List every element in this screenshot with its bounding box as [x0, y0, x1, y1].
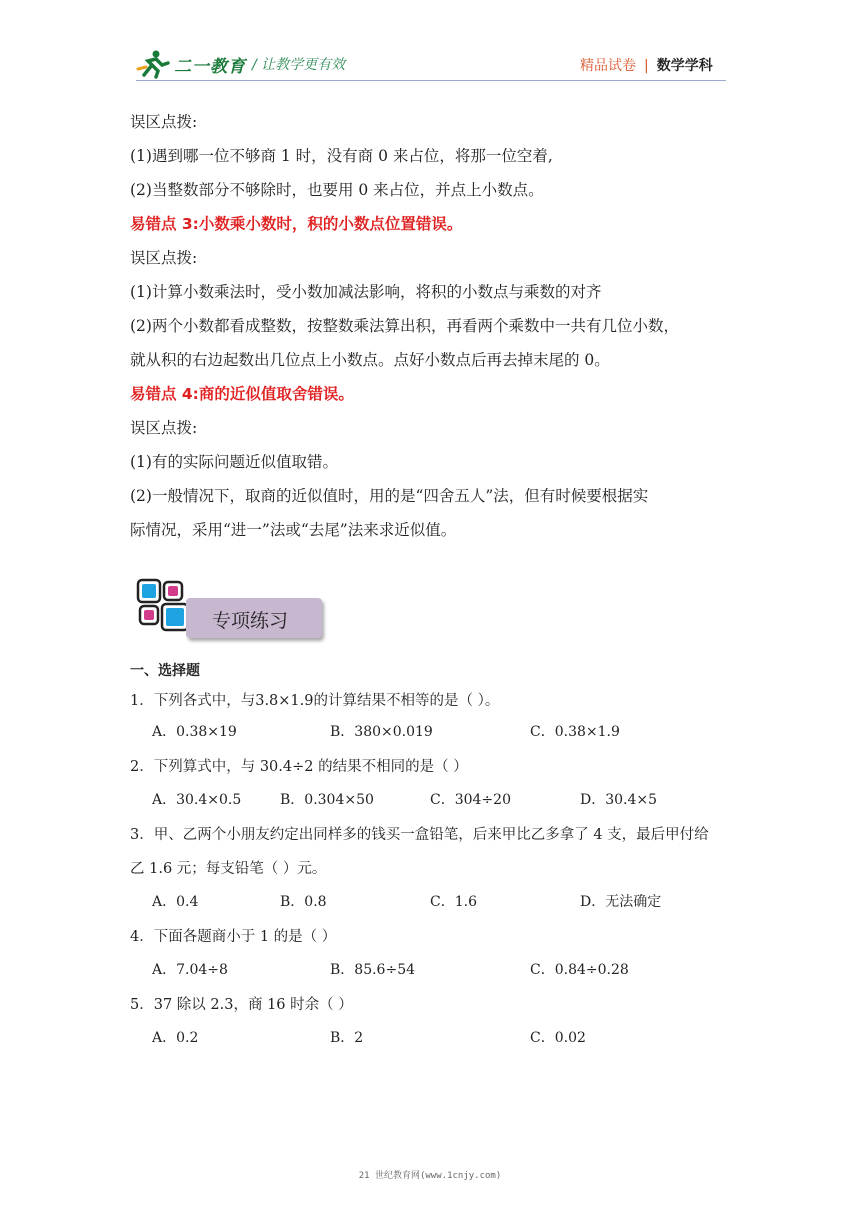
header-label-paper: 精品试卷	[580, 58, 636, 74]
body-line: (2)两个小数都看成整数，按整数乘法算出积，再看两个乘数中一共有几位小数，	[130, 317, 679, 335]
subsection-title: 一、选择题	[130, 663, 200, 679]
header-label-subject: 数学学科	[656, 58, 713, 74]
body-line: 误区点拨:	[130, 113, 198, 131]
question-3-option-c: C．1.6	[430, 894, 477, 910]
question-5-option-c: C．0.02	[530, 1030, 586, 1046]
body-line: 误区点拨:	[130, 419, 198, 437]
brand-logo	[136, 46, 246, 82]
question-5-option-a: A．0.2	[152, 1030, 199, 1046]
body-line: (2)当整数部分不够除时，也要用 0 来占位，并点上小数点。	[130, 181, 544, 199]
question-2-stem: 2．下列算式中，与 30.4÷2 的结果不相同的是（ ）	[130, 759, 468, 775]
question-4-stem: 4．下面各题商小于 1 的是（ ）	[130, 929, 337, 945]
question-4-option-c: C．0.84÷0.28	[530, 962, 629, 978]
footer: 21 世纪教育网(www.1cnjy.com)	[358, 1171, 502, 1181]
slogan: / 让教学更有效	[252, 57, 346, 73]
question-3-option-b: B．0.8	[280, 894, 327, 910]
question-3-option-d: D．无法确定	[580, 894, 662, 910]
runner-logo-icon	[136, 49, 170, 79]
body-line: (2)一般情况下，取商的近似值时，用的是“四舍五人”法，但有时候要根据实	[130, 487, 649, 505]
header-separator: |	[644, 58, 649, 74]
question-4-option-a: A．7.04÷8	[152, 962, 228, 978]
question-2-option-c: C．304÷20	[430, 792, 511, 808]
question-3-option-a: A．0.4	[152, 894, 199, 910]
header-divider	[136, 80, 726, 81]
question-3-stem: 3．甲、乙两个小朋友约定出同样多的钱买一盒铅笔，后来甲比乙多拿了 4 支，最后甲付给	[130, 827, 709, 843]
question-1-stem: 1．下列各式中，与3.8×1.9的计算结果不相等的是（ ）。	[130, 693, 500, 709]
body-line: (1)遇到哪一位不够商 1 时，没有商 0 来占位，将那一位空着,	[130, 147, 553, 165]
section-title: 专项练习	[212, 610, 289, 632]
question-2-option-a: A．30.4×0.5	[152, 792, 242, 808]
question-2-option-b: B．0.304×50	[280, 792, 374, 808]
section-title-box	[186, 598, 322, 638]
question-2-option-d: D．30.4×5	[580, 792, 658, 808]
body-line: (1)计算小数乘法时，受小数加减法影响，将积的小数点与乘数的对齐	[130, 283, 602, 301]
question-1-option-c: C．0.38×1.9	[530, 724, 620, 740]
error-point-heading: 易错点 3:小数乘小数时，积的小数点位置错误。	[130, 215, 463, 233]
error-point-heading: 易错点 4:商的近似值取舍错误。	[130, 385, 354, 403]
question-4-option-b: B．85.6÷54	[330, 962, 416, 978]
question-5-stem: 5．37 除以 2.3，商 16 时余（ ）	[130, 997, 353, 1013]
logo-text: 二一教育	[174, 56, 246, 77]
question-3-stem-cont: 乙 1.6 元；每支铅笔（ ）元。	[130, 861, 327, 877]
body-line: 误区点拨:	[130, 249, 198, 267]
question-1-option-b: B．380×0.019	[330, 724, 433, 740]
header-right	[580, 55, 713, 75]
body-line: 就从积的右边起数出几位点上小数点。点好小数点后再去掉末尾的 0。	[130, 351, 610, 369]
body-line: 际情况，采用“进一”法或“去尾”法来求近似值。	[130, 521, 457, 539]
body-line: (1)有的实际问题近似值取错。	[130, 453, 338, 471]
question-5-option-b: B．2	[330, 1030, 364, 1046]
question-1-option-a: A．0.38×19	[152, 724, 237, 740]
